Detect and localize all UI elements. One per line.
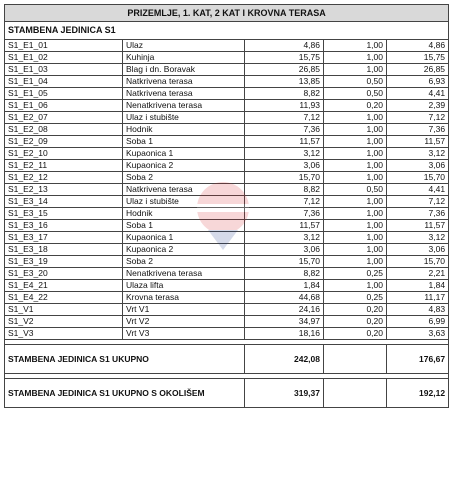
table-title: PRIZEMLJE, 1. KAT, 2 KAT I KROVNA TERASA (5, 5, 449, 22)
room-coefficient: 0,20 (324, 100, 387, 112)
room-code: S1_E3_20 (5, 268, 123, 280)
room-coefficient: 1,00 (324, 124, 387, 136)
room-coefficient: 0,20 (324, 304, 387, 316)
room-area: 4,86 (245, 40, 324, 52)
room-code: S1_E3_14 (5, 196, 123, 208)
table-title-row (5, 5, 449, 22)
room-code: S1_E4_22 (5, 292, 123, 304)
room-weighted-area: 6,93 (387, 76, 449, 88)
room-code: S1_E1_05 (5, 88, 123, 100)
total-row (5, 379, 449, 408)
room-coefficient: 0,50 (324, 184, 387, 196)
room-code: S1_E2_10 (5, 148, 123, 160)
room-weighted-area: 4,41 (387, 184, 449, 196)
room-coefficient: 1,00 (324, 208, 387, 220)
room-code: S1_E3_18 (5, 244, 123, 256)
table-row (5, 316, 449, 328)
table-row (5, 100, 449, 112)
room-area: 3,12 (245, 148, 324, 160)
room-weighted-area: 7,12 (387, 196, 449, 208)
room-code: S1_E2_11 (5, 160, 123, 172)
room-code: S1_V1 (5, 304, 123, 316)
room-weighted-area: 7,36 (387, 208, 449, 220)
total-weighted-area: 192,12 (387, 379, 449, 408)
room-code: S1_V3 (5, 328, 123, 340)
room-name: Soba 2 (123, 256, 245, 268)
room-weighted-area: 2,21 (387, 268, 449, 280)
room-name: Ulaz i stubište (123, 196, 245, 208)
room-area: 15,75 (245, 52, 324, 64)
table-row (5, 196, 449, 208)
room-weighted-area: 11,17 (387, 292, 449, 304)
room-area: 11,57 (245, 220, 324, 232)
table-row (5, 280, 449, 292)
unit-heading: STAMBENA JEDINICA S1 (5, 22, 449, 40)
room-area: 44,68 (245, 292, 324, 304)
room-area: 13,85 (245, 76, 324, 88)
room-area: 3,06 (245, 160, 324, 172)
room-name: Natkrivena terasa (123, 88, 245, 100)
room-name: Hodnik (123, 208, 245, 220)
room-coefficient: 1,00 (324, 40, 387, 52)
table-row (5, 148, 449, 160)
room-weighted-area: 26,85 (387, 64, 449, 76)
room-name: Vrt V1 (123, 304, 245, 316)
room-name: Krovna terasa (123, 292, 245, 304)
room-area: 8,82 (245, 88, 324, 100)
room-name: Kupaonica 1 (123, 148, 245, 160)
room-area: 7,36 (245, 208, 324, 220)
room-area: 7,12 (245, 196, 324, 208)
room-coefficient: 1,00 (324, 196, 387, 208)
room-name: Soba 2 (123, 172, 245, 184)
room-name: Hodnik (123, 124, 245, 136)
room-code: S1_E3_15 (5, 208, 123, 220)
room-name: Ulaz (123, 40, 245, 52)
room-coefficient: 0,50 (324, 76, 387, 88)
total-coefficient-empty (324, 379, 387, 408)
room-code: S1_E3_17 (5, 232, 123, 244)
table-row (5, 160, 449, 172)
table-row (5, 304, 449, 316)
room-name: Kupaonica 1 (123, 232, 245, 244)
room-name: Blag i dn. Boravak (123, 64, 245, 76)
area-table (4, 4, 449, 408)
room-weighted-area: 11,57 (387, 220, 449, 232)
room-weighted-area: 1,84 (387, 280, 449, 292)
total-area: 319,37 (245, 379, 324, 408)
room-area: 3,12 (245, 232, 324, 244)
room-name: Soba 1 (123, 220, 245, 232)
room-weighted-area: 4,83 (387, 304, 449, 316)
room-area: 1,84 (245, 280, 324, 292)
table-row (5, 208, 449, 220)
room-name: Kupaonica 2 (123, 244, 245, 256)
room-weighted-area: 3,06 (387, 160, 449, 172)
room-name: Ulaza lifta (123, 280, 245, 292)
table-row (5, 136, 449, 148)
room-coefficient: 1,00 (324, 232, 387, 244)
total-row (5, 345, 449, 374)
room-coefficient: 1,00 (324, 112, 387, 124)
room-area: 3,06 (245, 244, 324, 256)
room-name: Kuhinja (123, 52, 245, 64)
room-area: 15,70 (245, 256, 324, 268)
room-code: S1_E1_06 (5, 100, 123, 112)
room-area: 15,70 (245, 172, 324, 184)
room-weighted-area: 4,86 (387, 40, 449, 52)
room-code: S1_E3_19 (5, 256, 123, 268)
total-label: STAMBENA JEDINICA S1 UKUPNO S OKOLIŠEM (5, 379, 245, 408)
total-weighted-area: 176,67 (387, 345, 449, 374)
room-name: Vrt V2 (123, 316, 245, 328)
room-name: Natkrivena terasa (123, 76, 245, 88)
table-row (5, 244, 449, 256)
room-coefficient: 1,00 (324, 256, 387, 268)
room-name: Vrt V3 (123, 328, 245, 340)
room-coefficient: 0,25 (324, 292, 387, 304)
room-name: Soba 1 (123, 136, 245, 148)
table-row (5, 88, 449, 100)
room-code: S1_E2_09 (5, 136, 123, 148)
room-area: 7,12 (245, 112, 324, 124)
room-weighted-area: 2,39 (387, 100, 449, 112)
total-coefficient-empty (324, 345, 387, 374)
room-weighted-area: 15,70 (387, 256, 449, 268)
room-area: 34,97 (245, 316, 324, 328)
table-row (5, 52, 449, 64)
room-area: 7,36 (245, 124, 324, 136)
room-code: S1_E3_16 (5, 220, 123, 232)
room-weighted-area: 3,12 (387, 232, 449, 244)
room-coefficient: 1,00 (324, 52, 387, 64)
room-weighted-area: 3,12 (387, 148, 449, 160)
room-weighted-area: 15,75 (387, 52, 449, 64)
room-area: 18,16 (245, 328, 324, 340)
table-row (5, 292, 449, 304)
room-coefficient: 1,00 (324, 280, 387, 292)
room-name: Kupaonica 2 (123, 160, 245, 172)
room-coefficient: 1,00 (324, 148, 387, 160)
room-coefficient: 1,00 (324, 220, 387, 232)
table-row (5, 40, 449, 52)
room-coefficient: 1,00 (324, 160, 387, 172)
room-coefficient: 0,20 (324, 328, 387, 340)
room-code: S1_E1_03 (5, 64, 123, 76)
room-weighted-area: 3,63 (387, 328, 449, 340)
room-code: S1_E1_04 (5, 76, 123, 88)
room-code: S1_E4_21 (5, 280, 123, 292)
room-weighted-area: 4,41 (387, 88, 449, 100)
room-area: 24,16 (245, 304, 324, 316)
area-table-sheet (4, 4, 448, 408)
room-code: S1_E1_02 (5, 52, 123, 64)
room-name: Nenatkrivena terasa (123, 100, 245, 112)
room-weighted-area: 6,99 (387, 316, 449, 328)
room-code: S1_E2_12 (5, 172, 123, 184)
room-weighted-area: 11,57 (387, 136, 449, 148)
table-row (5, 328, 449, 340)
table-row (5, 76, 449, 88)
room-coefficient: 1,00 (324, 172, 387, 184)
room-code: S1_E2_08 (5, 124, 123, 136)
room-coefficient: 1,00 (324, 64, 387, 76)
table-row (5, 112, 449, 124)
table-row (5, 232, 449, 244)
room-name: Nenatkrivena terasa (123, 268, 245, 280)
room-area: 8,82 (245, 268, 324, 280)
room-weighted-area: 15,70 (387, 172, 449, 184)
room-weighted-area: 7,12 (387, 112, 449, 124)
table-row (5, 256, 449, 268)
room-coefficient: 0,20 (324, 316, 387, 328)
room-code: S1_V2 (5, 316, 123, 328)
room-area: 8,82 (245, 184, 324, 196)
room-name: Natkrivena terasa (123, 184, 245, 196)
room-weighted-area: 7,36 (387, 124, 449, 136)
room-area: 11,93 (245, 100, 324, 112)
room-code: S1_E2_07 (5, 112, 123, 124)
room-weighted-area: 3,06 (387, 244, 449, 256)
unit-heading-row (5, 22, 449, 40)
room-area: 26,85 (245, 64, 324, 76)
total-area: 242,08 (245, 345, 324, 374)
room-coefficient: 1,00 (324, 136, 387, 148)
room-name: Ulaz i stubište (123, 112, 245, 124)
room-code: S1_E1_01 (5, 40, 123, 52)
total-label: STAMBENA JEDINICA S1 UKUPNO (5, 345, 245, 374)
table-row (5, 268, 449, 280)
room-area: 11,57 (245, 136, 324, 148)
room-coefficient: 0,25 (324, 268, 387, 280)
table-row (5, 124, 449, 136)
room-coefficient: 1,00 (324, 244, 387, 256)
table-row (5, 220, 449, 232)
room-coefficient: 0,50 (324, 88, 387, 100)
room-code: S1_E2_13 (5, 184, 123, 196)
table-row (5, 172, 449, 184)
table-row (5, 64, 449, 76)
table-row (5, 184, 449, 196)
